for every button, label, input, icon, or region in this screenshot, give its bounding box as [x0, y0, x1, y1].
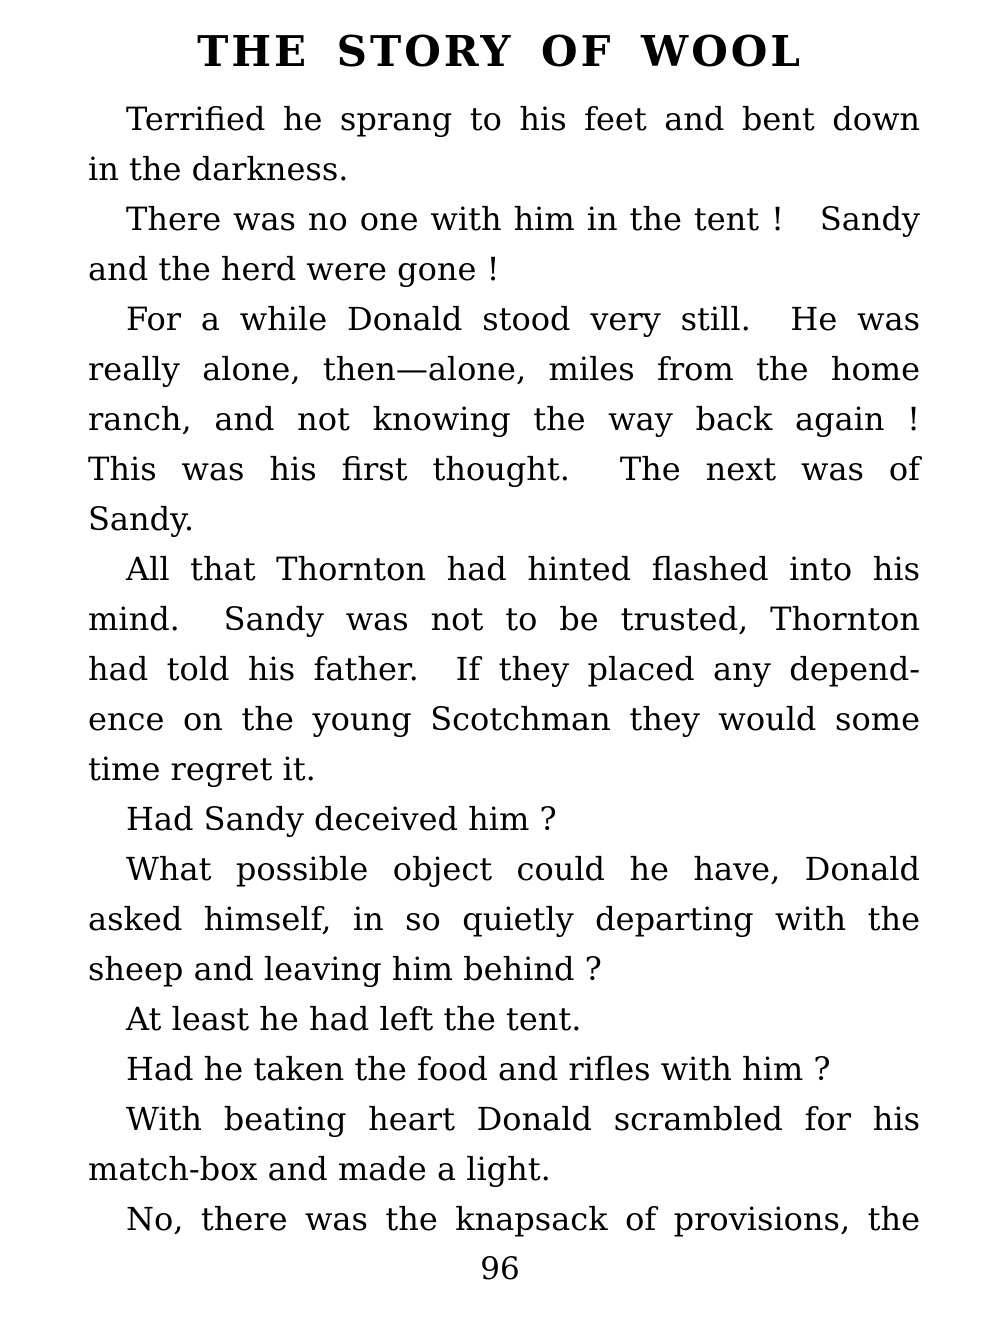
- text-line: sheep and leaving him behind ?: [88, 950, 602, 988]
- body-text: [88, 94, 920, 1244]
- text-line: Had he taken the food and rifles with him ?: [126, 1050, 831, 1088]
- paragraph-6: [88, 844, 920, 994]
- paragraph-5: [88, 794, 920, 844]
- paragraph-2: [88, 194, 920, 294]
- text-line: Terrified he sprang to his feet and bent down: [126, 100, 920, 138]
- paragraph-10: [88, 1194, 920, 1244]
- text-line: For a while Donald stood very still. He was: [126, 300, 920, 338]
- text-line: ence on the young Scotchman they would some: [88, 700, 920, 738]
- text-line: ranch, and not knowing the way back again !: [88, 400, 920, 438]
- paragraph-7: [88, 994, 920, 1044]
- text-line: There was no one with him in the tent ! Sandy: [126, 200, 920, 238]
- text-line: time regret it.: [88, 750, 316, 788]
- text-line: With beating heart Donald scrambled for his: [126, 1100, 920, 1138]
- paragraph-4: [88, 544, 920, 794]
- text-line: Had Sandy deceived him ?: [126, 800, 557, 838]
- text-line: and the herd were gone !: [88, 250, 500, 288]
- text-line: in the darkness.: [88, 150, 349, 188]
- text-line: match-box and made a light.: [88, 1150, 551, 1188]
- text-line: No, there was the knapsack of provisions, the: [126, 1200, 920, 1238]
- paragraph-1: [88, 94, 920, 194]
- paragraph-3: [88, 294, 920, 544]
- text-line: Sandy.: [88, 500, 195, 538]
- text-line: mind. Sandy was not to be trusted, Thornton: [88, 600, 920, 638]
- text-line: All that Thornton had hinted flashed into his: [126, 550, 920, 588]
- page-number: 96: [480, 1251, 520, 1287]
- text-line: really alone, then—alone, miles from the home: [88, 350, 920, 388]
- text-line: had told his father. If they placed any depend-: [88, 650, 920, 688]
- text-line: This was his first thought. The next was of: [88, 450, 920, 488]
- page-title: THE STORY OF WOOL: [197, 27, 803, 76]
- paragraph-9: [88, 1094, 920, 1194]
- text-line: asked himself, in so quietly departing with the: [88, 900, 920, 938]
- text-line: What possible object could he have, Donald: [126, 850, 920, 888]
- paragraph-8: [88, 1044, 920, 1094]
- text-line: At least he had left the tent.: [126, 1000, 582, 1038]
